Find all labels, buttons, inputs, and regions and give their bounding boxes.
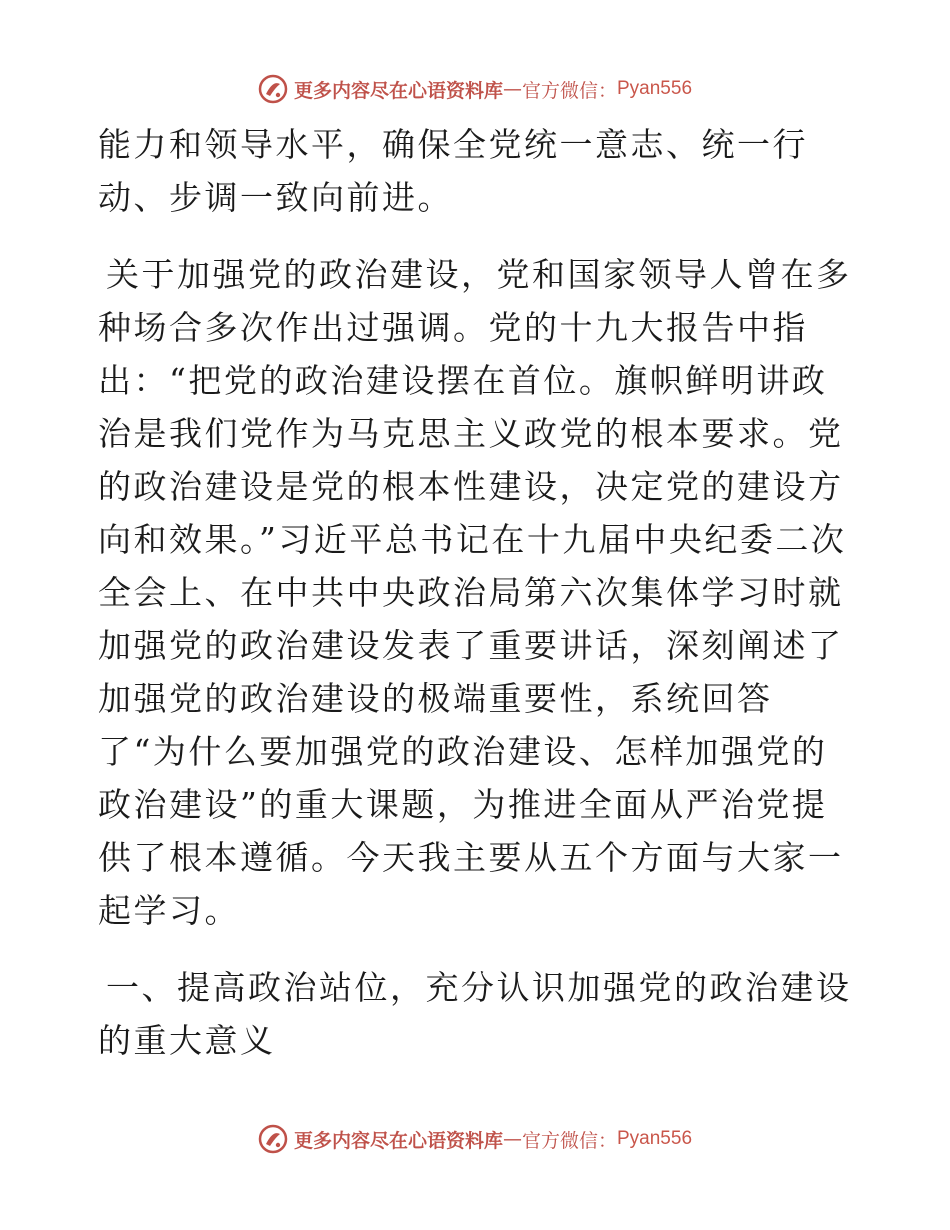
watermark-main-text: 更多内容尽在心语资料库 xyxy=(293,79,503,102)
watermark-separator: — xyxy=(502,78,522,100)
paragraph-continuation: 能力和领导水平，确保全党统一意志、统一行动、步调一致向前进。 xyxy=(98,125,808,217)
document-body xyxy=(98,118,858,1091)
brand-logo-icon xyxy=(258,1124,288,1154)
watermark-label: 官方微信： xyxy=(521,1129,617,1152)
watermark-main-text: 更多内容尽在心语资料库 xyxy=(293,1129,503,1152)
brand-logo-icon xyxy=(258,74,288,104)
watermark-label: 官方微信： xyxy=(521,79,617,102)
paragraph-intro: 关于加强党的政治建设，党和国家领导人曾在多种场合多次作出过强调。党的十九大报告中指出：“把党的政治建设摆在首位。旗帜鲜明讲政治是我们党作为马克思主义政党的根本要求。党的政治建设是党的根本性建设，决定党的建设方向和效果。”习近平总书记在十九届中央纪委二次全会上、在中共中央政治局第六次集体学习时就加强党的政治建设发表了重要讲话，深刻阐述了加强党的政治建设的极端重要性，系统回答了“为什么要加强党的政治建设、怎样加强党的政治建设”的重大课题，为推进全面从严治党提供了根本遵循。今天我主要从五个方面与大家一起学习。 xyxy=(98,255,852,930)
watermark-wechat-id: Pyan556 xyxy=(617,1128,693,1149)
watermark-wechat-id: Pyan556 xyxy=(617,78,693,99)
footer-watermark xyxy=(0,1124,950,1154)
watermark-separator: — xyxy=(502,1128,522,1150)
section-heading: 一、提高政治站位，充分认识加强党的政治建设的重大意义 xyxy=(98,968,852,1060)
header-watermark xyxy=(0,74,950,104)
